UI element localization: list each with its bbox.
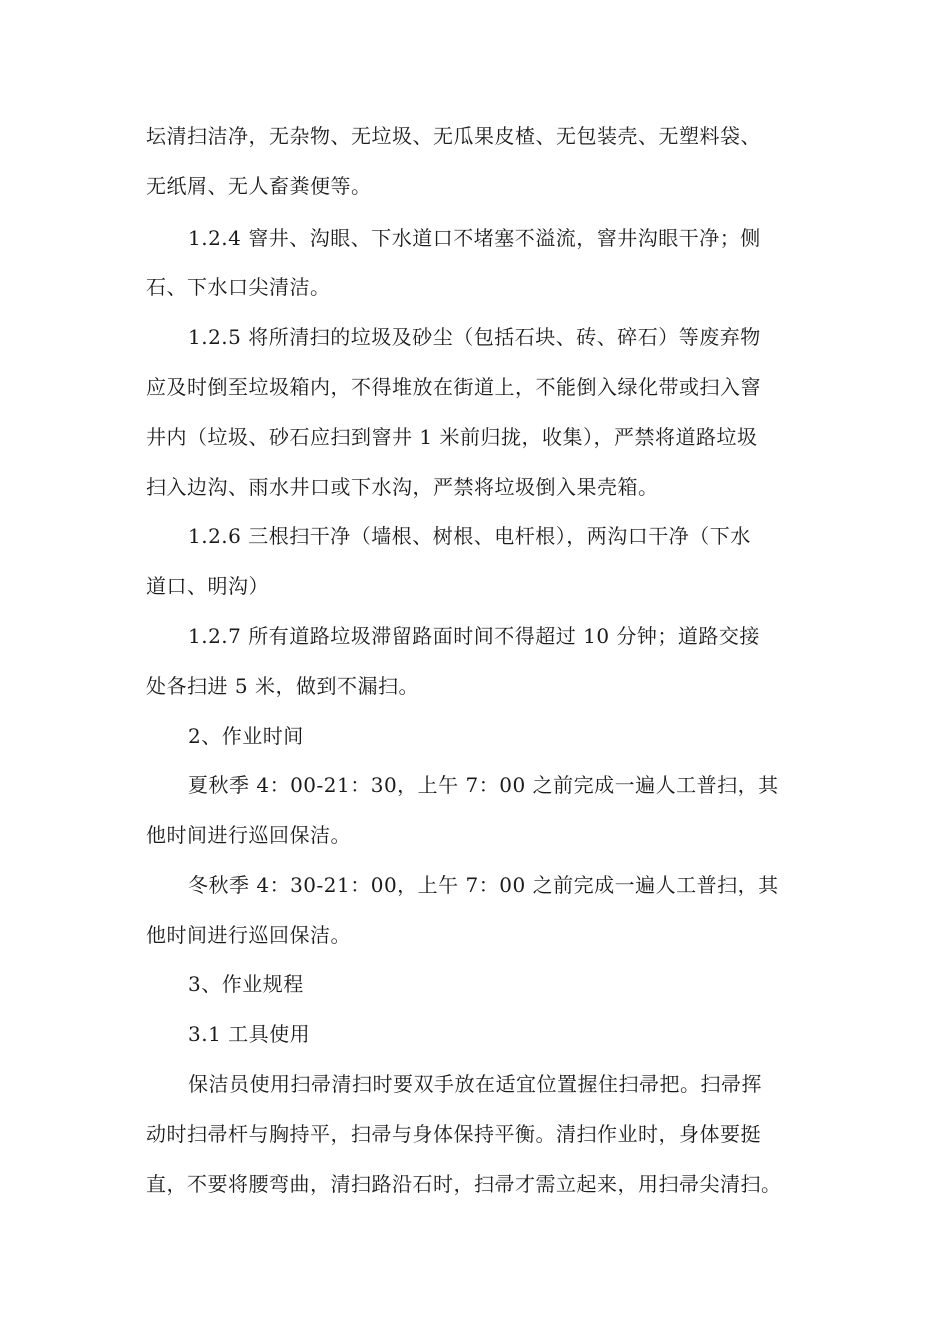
text-line: 他时间进行巡回保洁。 xyxy=(146,923,351,947)
text-line: 石、下水口尖清洁。 xyxy=(146,275,331,299)
section-heading: 2、作业时间 xyxy=(188,724,304,748)
text-line: 应及时倒至垃圾箱内，不得堆放在街道上，不能倒入绿化带或扫入窨 xyxy=(146,375,761,399)
text-line: 无纸屑、无人畜粪便等。 xyxy=(146,174,372,198)
section-heading: 3、作业规程 xyxy=(188,972,304,996)
text-line: 井内（垃圾、砂石应扫到窨井 1 米前归拢，收集），严禁将道路垃圾 xyxy=(146,425,758,449)
text-line: 1.2.4 窨井、沟眼、下水道口不堵塞不溢流，窨井沟眼干净；侧 xyxy=(188,226,761,250)
text-line: 夏秋季 4：00-21：30，上午 7：00 之前完成一遍人工普扫，其 xyxy=(188,773,779,797)
text-line: 他时间进行巡回保洁。 xyxy=(146,823,351,847)
text-line: 道口、明沟） xyxy=(146,574,269,598)
text-line: 直，不要将腰弯曲，清扫路沿石时，扫帚才需立起来，用扫帚尖清扫。 xyxy=(146,1172,782,1196)
text-line: 动时扫帚杆与胸持平，扫帚与身体保持平衡。清扫作业时，身体要挺 xyxy=(146,1122,761,1146)
text-line: 扫入边沟、雨水井口或下水沟，严禁将垃圾倒入果壳箱。 xyxy=(146,475,659,499)
text-line: 坛清扫洁净，无杂物、无垃圾、无瓜果皮楂、无包装壳、无塑料袋、 xyxy=(146,124,761,148)
text-line: 1.2.6 三根扫干净（墙根、树根、电杆根），两沟口干净（下水 xyxy=(188,524,751,548)
text-line: 冬秋季 4：30-21：00，上午 7：00 之前完成一遍人工普扫，其 xyxy=(188,873,779,897)
text-line: 保洁员使用扫帚清扫时要双手放在适宜位置握住扫帚把。扫帚挥 xyxy=(188,1072,762,1096)
text-line: 1.2.5 将所清扫的垃圾及砂尘（包括石块、砖、碎石）等废弃物 xyxy=(188,325,761,349)
text-line: 1.2.7 所有道路垃圾滞留路面时间不得超过 10 分钟；道路交接 xyxy=(188,624,760,648)
subsection-heading: 3.1 工具使用 xyxy=(188,1022,311,1046)
text-line: 处各扫进 5 米，做到不漏扫。 xyxy=(146,674,419,698)
